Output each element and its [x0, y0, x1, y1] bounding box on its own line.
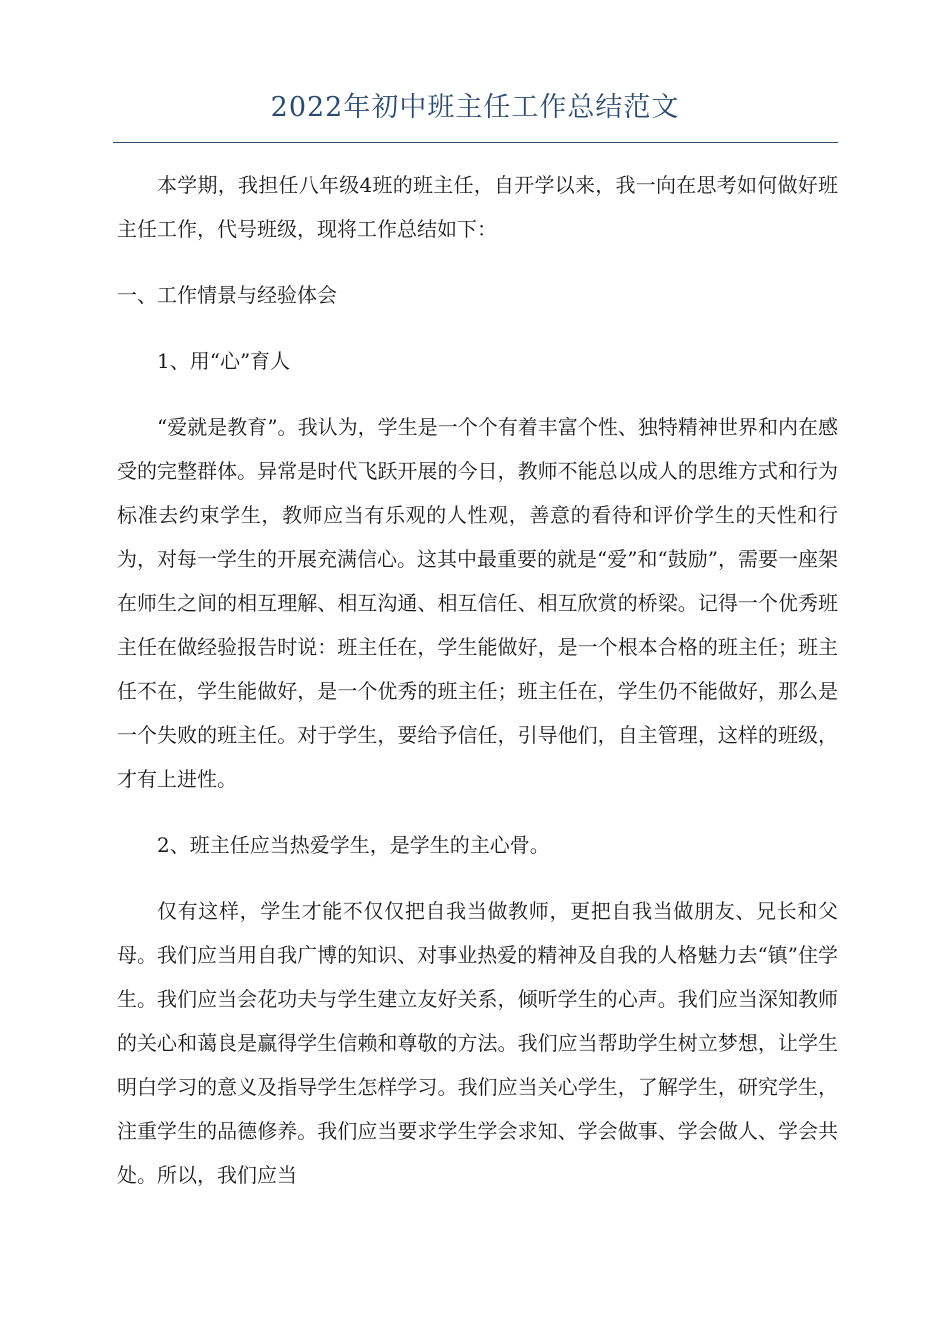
document-body	[117, 163, 838, 1219]
document-title: 2022年初中班主任工作总结范文	[270, 92, 680, 123]
item-heading-1: 1、用“心”育人	[157, 349, 291, 373]
title-underline	[113, 142, 838, 143]
intro-paragraph: 本学期，我担任八年级4班的班主任，自开学以来，我一向在思考如何做好班主任工作，代号班级，现将工作总结如下：	[117, 173, 838, 241]
item-body-2: 仅有这样，学生才能不仅仅把自我当做教师，更把自我当做朋友、兄长和父母。我们应当用自我广博的知识、对事业热爱的精神及自我的人格魅力去“镇”住学生。我们应当会花功夫与学生建立友好关系，倾听学生的心声。我们应当深知教师的关心和蔼良是赢得学生信赖和尊敬的方法。我们应当帮助学生树立梦想，让学生明白学习的意义及指导学生怎样学习。我们应当关心学生，了解学生，研究学生，注重学生的品德修养。我们应当要求学生学会求知、学会做事、学会做人、学会共处。所以，我们应当	[117, 899, 838, 1187]
item-body-1: “爱就是教育”。我认为，学生是一个个有着丰富个性、独特精神世界和内在感受的完整群体。异常是时代飞跃开展的今日，教师不能总以成人的思维方式和行为标准去约束学生，教师应当有乐观的人性观，善意的看待和评价学生的天性和行为，对每一学生的开展充满信心。这其中最重要的就是“爱”和“鼓励”，需要一座架在师生之间的相互理解、相互沟通、相互信任、相互欣赏的桥梁。记得一个优秀班主任在做经验报告时说：班主任在，学生能做好，是一个根本合格的班主任；班主任不在，学生能做好，是一个优秀的班主任；班主任在，学生仍不能做好，那么是一个失败的班主任。对于学生，要给予信任，引导他们，自主管理，这样的班级，才有上进性。	[117, 415, 838, 791]
item-heading-2: 2、班主任应当热爱学生，是学生的主心骨。	[157, 833, 550, 857]
section-heading-1: 一、工作情景与经验体会	[117, 283, 337, 307]
